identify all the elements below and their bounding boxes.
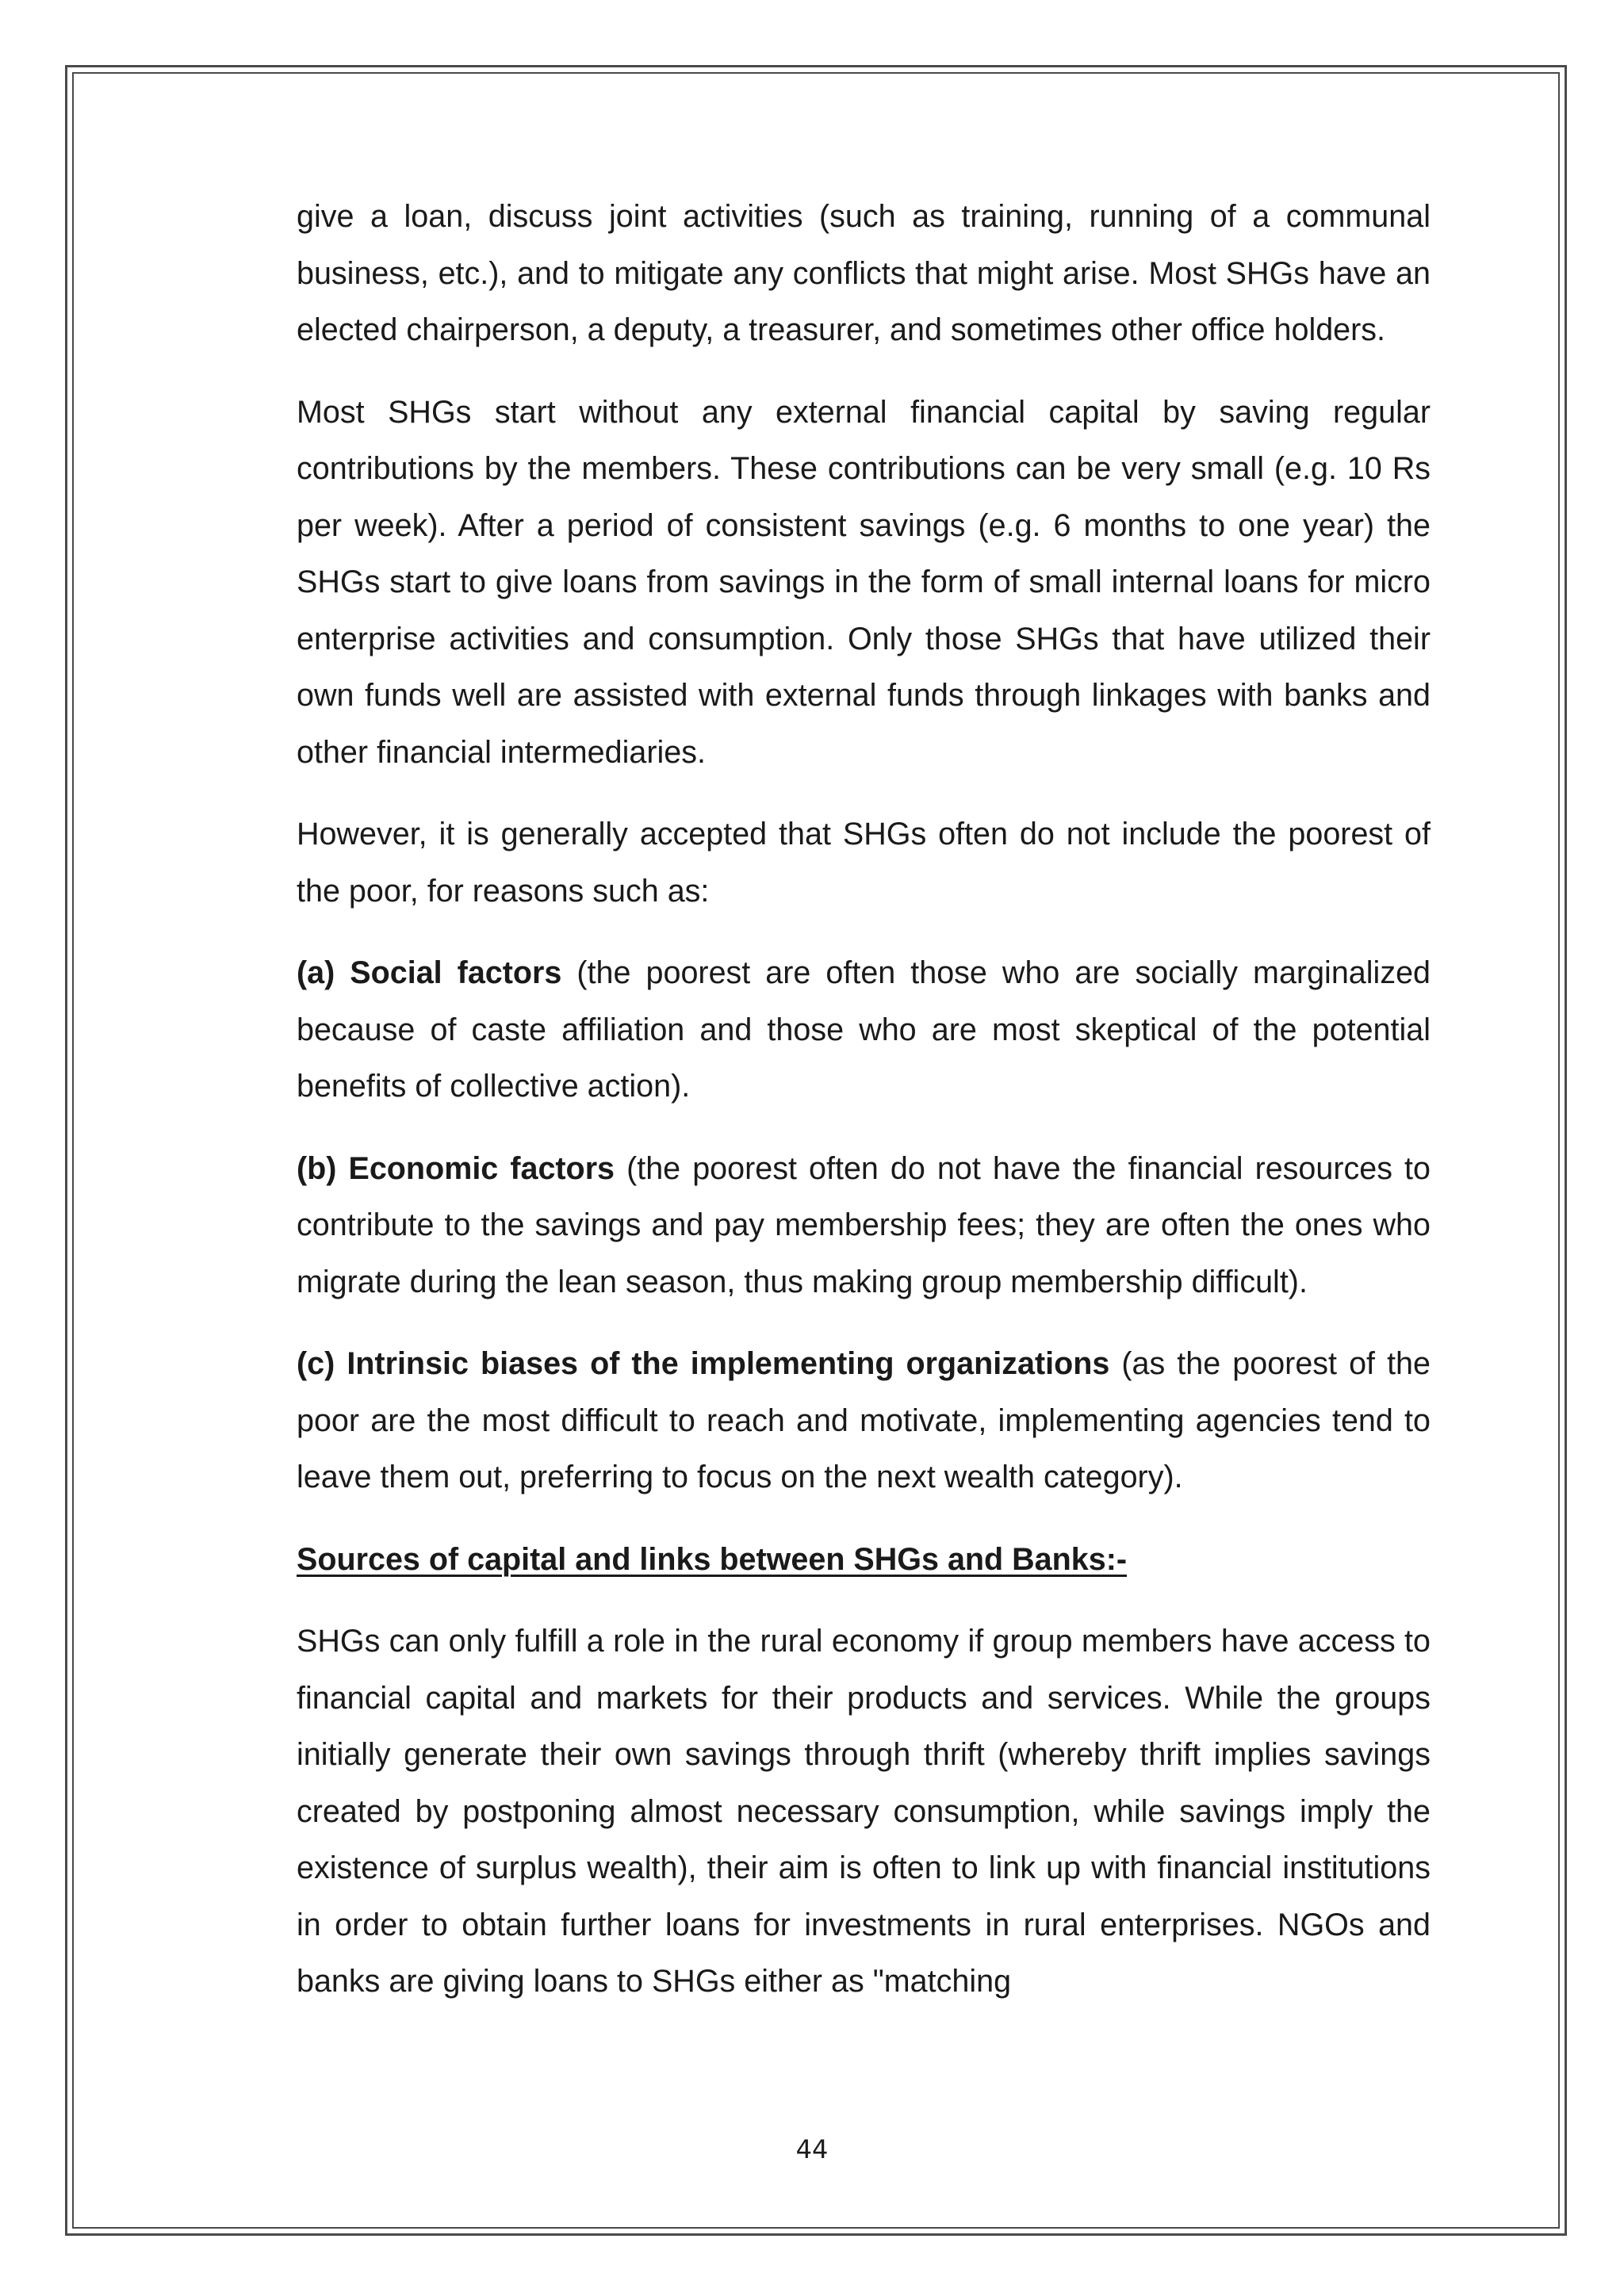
paragraph-shg-governance: give a loan, discuss joint activities (such as training, running of a communal business, etc.), and to mitigate any conflicts that might arise. Most SHGs have an elected chairperson, a deputy, a treasurer, and sometimes other office holders. (297, 199, 1431, 347)
factor-economic-label: (b) Economic factors (297, 1150, 615, 1186)
page-body (297, 189, 1431, 2036)
paragraph-capital-links: SHGs can only fulfill a role in the rural economy if group members have access to financial capital and markets for their products and services. While the groups initially generate their own savings through thrift (whereby thrift implies savings created by postponing almost necessary consumption, while savings imply the existence of surplus wealth), their aim is often to link up with financial institutions in order to obtain further loans for investments in rural enterprises. NGOs and banks are giving loans to SHGs either as "matching (297, 1624, 1431, 1999)
factor-economic (297, 1141, 1431, 1311)
page-number: 44 (795, 2134, 829, 2164)
factor-intrinsic-biases-label: (c) Intrinsic biases of the implementing organizations (297, 1346, 1110, 1381)
paragraph-shg-savings: Most SHGs start without any external financial capital by saving regular contributions by the members. These contributions can be very small (e.g. 10 Rs per week). After a period of consistent savings (e.g. 6 months to one year) the SHGs start to give loans from savings in the form of small internal loans for micro enterprise activities and consumption. Only those SHGs that have utilized their own funds well are assisted with external funds through linkages with banks and other financial intermediaries. (297, 394, 1431, 770)
factor-social (297, 945, 1431, 1115)
factor-intrinsic-biases-text: (as the poorest of the poor are the most difficult to reach and motivate, implementing agencies tend to leave them out, preferring to focus on the next wealth category). (297, 1346, 1431, 1494)
paragraph-poorest-exclusion: However, it is generally accepted that SHGs often do not include the poorest of the poor, for reasons such as: (297, 817, 1431, 909)
section-heading: Sources of capital and links between SHGs and Banks:- (297, 1541, 1128, 1577)
factor-social-text: (the poorest are often those who are socially marginalized because of caste affiliation and those who are most skeptical of the potential benefits of collective action). (297, 955, 1431, 1104)
factor-intrinsic-biases (297, 1336, 1431, 1506)
factor-economic-text: (the poorest often do not have the financial resources to contribute to the savings and pay membership fees; they are often the ones who migrate during the lean season, thus making group membership difficult). (297, 1150, 1431, 1299)
factor-social-label: (a) Social factors (297, 955, 562, 990)
